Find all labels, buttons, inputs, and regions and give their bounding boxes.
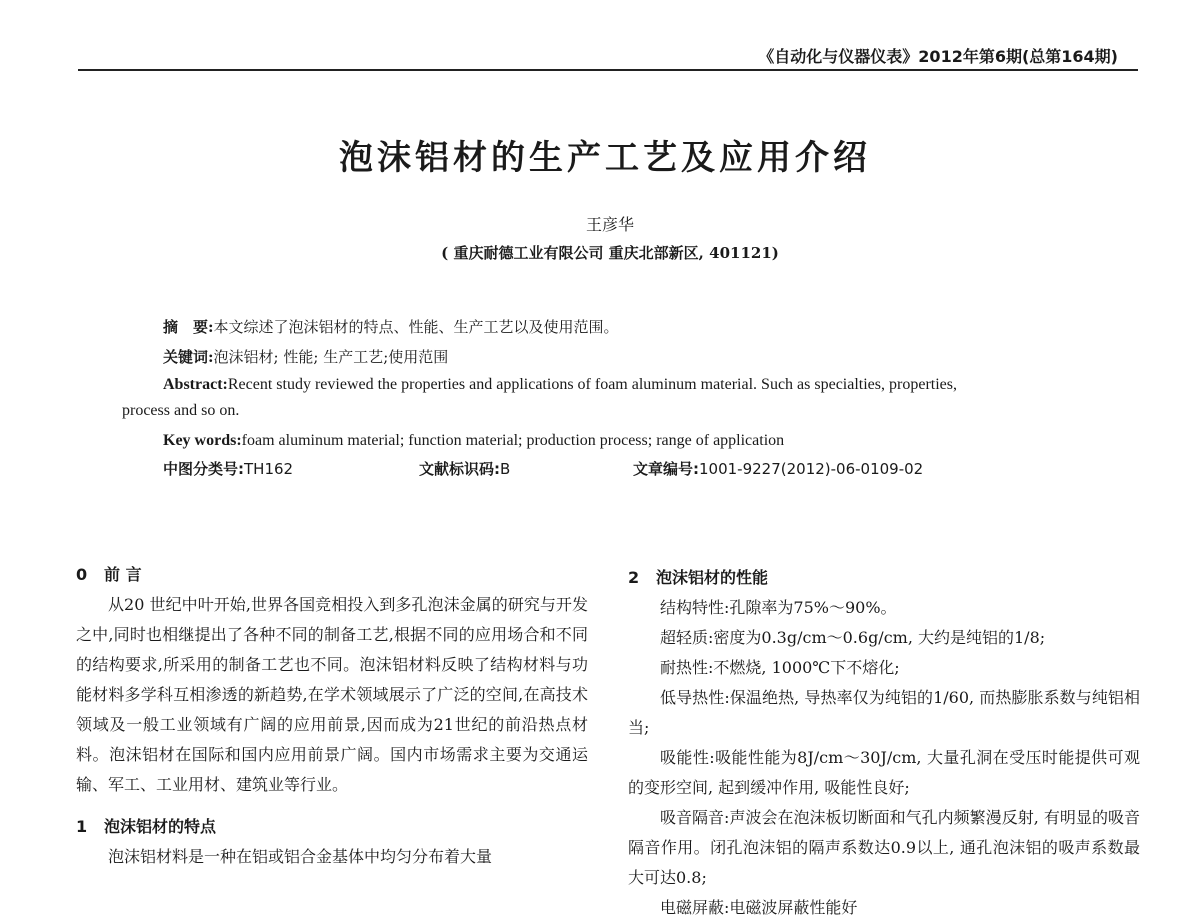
property-text: 声波会在泡沫板切断面和气孔内频繁漫反射, 有明显的吸音隔音作用。闭孔泡沫铝的隔声系数达0.9以上, 通孔泡沫铝的吸声系数最大可达0.8; (628, 808, 1140, 887)
document-code (419, 458, 510, 479)
keywords-en-text: foam aluminum material; function material; production process; range of application (241, 432, 785, 449)
property-text: 电磁波屏蔽性能好 (729, 898, 858, 917)
keywords-en-label: Key words: (163, 432, 242, 449)
property-label: 耐热性: (660, 658, 714, 677)
section-1-heading (76, 812, 588, 842)
property-text: 吸能性能为8J/cm～30J/cm, 大量孔洞在受压时能提供可观的变形空间, 起到缓冲作用, 吸能性良好; (628, 748, 1140, 797)
abstract-en-text: Recent study reviewed the properties and applications of foam aluminum material. Such as specialties, properties, (227, 376, 957, 393)
article-author: 王彦华 (585, 215, 634, 234)
article-affiliation: ( 重庆耐德工业有限公司 重庆北部新区, 401121) (441, 244, 779, 262)
section-1-paragraph: 泡沫铝材料是一种在铝或铝合金基体中均匀分布着大量 (108, 847, 493, 866)
property-label: 结构特性: (660, 598, 730, 617)
left-column (76, 560, 588, 872)
property-label: 吸能性: (660, 748, 715, 767)
property-label: 电磁屏蔽: (660, 898, 730, 917)
doc-code-label: 文献标识码: (419, 460, 500, 478)
clc-label: 中图分类号: (163, 460, 244, 478)
section-1-number: 1 (76, 817, 88, 836)
section-spacer (76, 800, 588, 812)
abstract-en-continued: process and so on. (122, 402, 240, 419)
section-0-paragraph: 从20 世纪中叶开始,世界各国竞相投入到多孔泡沫金属的研究与开发之中,同时也相继提出了各种不同的制备工艺,根据不同的应用场合和不同的结构要求,所采用的制备工艺也不同。泡沫铝材料反映了结构材料与功能材料多学科互相渗透的新趋势,在学术领域展示了广泛的空间,在高技术领域及一般工业领域有广阔的应用前景,因而成为21世纪的前沿热点材料。泡沫铝材在国际和国内应用前景广阔。国内市场需求主要为交通运输、军工、工业用材、建筑业等行业。 (76, 595, 588, 794)
doc-code-value: B (500, 460, 511, 478)
section-2-number: 2 (628, 568, 640, 587)
abstract-cn-text: 本文综述了泡沫铝材的特点、性能、生产工艺以及使用范围。 (213, 318, 619, 336)
section-2-title: 泡沫铝材的性能 (656, 568, 769, 587)
abstract-en (163, 376, 957, 394)
journal-header: 《自动化与仪器仪表》2012年第6期(总第164期) (758, 47, 1118, 66)
property-text: 不燃烧, 1000℃下不熔化; (713, 658, 900, 677)
section-0-number: 0 (76, 565, 88, 584)
property-text: 孔隙率为75%～90%。 (729, 598, 897, 617)
property-item (628, 743, 1140, 803)
keywords-cn-text: 泡沫铝材; 性能; 生产工艺;使用范围 (213, 348, 449, 366)
property-text: 密度为0.3g/cm～0.6g/cm, 大约是纯铝的1/8; (713, 628, 1046, 647)
property-item (628, 623, 1140, 653)
property-label: 超轻质: (660, 628, 714, 647)
property-item (628, 893, 1140, 923)
property-item (628, 593, 1140, 623)
property-item (628, 683, 1140, 743)
abstract-cn (163, 316, 619, 337)
clc-value: TH162 (244, 460, 294, 478)
property-item (628, 653, 1140, 683)
article-no-value: 1001-9227(2012)-06-0109-02 (699, 460, 924, 478)
article-title: 泡沫铝材的生产工艺及应用介绍 (339, 138, 871, 178)
section-0-title: 前 言 (104, 565, 142, 584)
abstract-en-label: Abstract: (163, 376, 228, 393)
clc-number (163, 458, 293, 479)
abstract-cn-label: 摘 要: (163, 318, 214, 336)
property-label: 吸音隔音: (660, 808, 730, 827)
property-item (628, 803, 1140, 893)
keywords-cn (163, 346, 448, 367)
section-2-heading (628, 563, 1140, 593)
property-text: 保温绝热, 导热率仅为纯铝的1/60, 而热膨胀系数与纯铝相当; (628, 688, 1140, 737)
article-number (633, 458, 923, 479)
keywords-en (163, 432, 784, 450)
article-no-label: 文章编号: (633, 460, 699, 478)
section-1-title: 泡沫铝材的特点 (104, 817, 217, 836)
property-label: 低导热性: (660, 688, 730, 707)
right-column (628, 563, 1140, 923)
header-rule (78, 69, 1138, 71)
section-0-heading (76, 560, 588, 590)
keywords-cn-label: 关键词: (163, 348, 214, 366)
